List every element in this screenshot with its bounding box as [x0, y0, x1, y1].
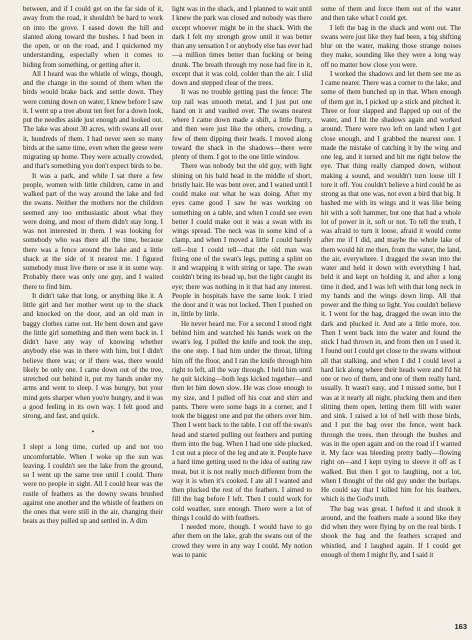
- column-1: [23, 5, 163, 631]
- paragraph: He never heard me. For a second I stood right behind him and watched his hands work on the swan's leg. I pulled the knife and took the step, the one step. I had him under the throat, lifting him off the floor, and I ran the knife through him right to left, all the way through. I held him until he quit kicking—both legs kicked together—and then let him down slow. He was close enough to my size, and I pulled off his coat and shirt and pants. There were some bags in a corner, and I took the biggest one and put the others over him. Then I went back to the table. I cut off the swan's head and started pulling out feathers and putting them into the bag. When I had one side plucked, I cut out a piece of the leg and ate it. People have a hard time getting used to the idea of eating raw meat, but it is not really much different from the way it is when it's cooked. I ate all I wanted and then plucked the rest of the feathers. I aimed to fill the bag before I left. Then I could work for cold weather, sure enough. There were a lot of things I could do with feathers.: [172, 319, 312, 522]
- paragraph: I slept a long time, curled up and not too uncomfortable. When I woke up the sun was leaving. I couldn't see the lake from the ground, so I went up the same tree until I could. There were no people in sight. All I could hear was the rustle of feathers as the downy swans brushed against one another and the whistle of feathers on the ones that were still in the air, changing their beats as they pulled up and settled in. A dim: [23, 443, 163, 526]
- paragraph: some of them and force them out of the water and then take what I could get.: [321, 5, 461, 23]
- text-columns: [23, 5, 464, 631]
- paragraph: light was in the shack, and I planned to wait until I knew the park was closed and nobody was there except whoever might be in the shack. With the dark I felt my strength grow until it was better than any sensation I or anybody else has ever had—a million times better than fucking or being drunk. The breath through my nose had fire in it, except that it was cold, colder than the air. I slid down and stepped clear of the trees.: [172, 5, 312, 87]
- paragraph: I worked the shadows and let them see me as I came nearer. There was a corner to the lake, and some of them bunched up in that. When enough of them got in, I picked up a stick and pitched it. Three or four slapped and flapped up out of the water, and I hit the shadows again and worked around. There were two left on land when I got close enough, and I grabbed the nearest one. I made the mistake of catching it by the wing and one leg, and it turned and hit me right below the eye. That thing really clamped down, without making a sound, and wouldn't turn loose till I tore it off. You couldn't believe a bird could be as strong as that one was, not even a bird that big. It bashed me with its wings and it was like being hit with a soft hammer, but one that had a whole lot of power in it, soft or not. To tell the truth, I was afraid to turn it loose, afraid it would come after me if I did, and maybe the whole lake of them would hit me then, from the water, the land, the air, everywhere. I dragged the swan into the water and held it down with everything I had, held it and kept on holding it, and after a long time it died, and I was left with that long neck in my hands and the wings down limp. All that power and the thing so light. You couldn't believe it. I went for the bag, dragged the swan into the dark and plucked it. And ate a little more, too. Then I went back into the water and found the stick I had thrown in, and from then on I used it. I found out I could get close to the swans without all that stalking, and when I did I could level a hard lick along where their heads were and I'd hit one or two of them, and one of them really hard, usually. It wasn't easy, and I missed some, but I was at it nearly all night, plucking them and then slitting them open, letting them fill with water and sink. I raised a lot of hell with those birds, and I put the bag over the fence, went back through the trees, then through the bushes and was in the open again and on the road if I wanted it. My face was bleeding pretty badly—flowing right on—and I kept trying to sleeve it off as I walked. But then I got to laughing, not a lot, when I thought of the old guy under the burlaps. He could say that I killed him for his feathers, which is the God's truth.: [321, 69, 461, 504]
- paragraph: I left the bag in the shack and went out. The swans were just like they had been, a big shifting blur on the water, making those strange noises they make, sounding like they were a long way off no matter how close you were.: [321, 23, 461, 69]
- paragraph: There was nobody but the old guy, with light shining on his bald head in the middle of short, bristly hair. He was bent over, and I waited until I could make out what he was doing. After my eyes came good I saw he was working on something on a table, and when I could see even better I could make out it was a swan with its wings spread. The neck was in some kind of a clamp, and when I moved a little I could barely tell—but I could tell—that the old man was fixing one of the swan's legs, putting a splint on it and wrapping it with string or tape. The swan couldn't bring its head up, but the light caught its eye; there was nothing in it that had any interest. People in hospitals have the same look. I tried the door and it was not locked. Then I pushed on in, little by little.: [172, 162, 312, 319]
- paragraph: It was no trouble getting past the fence: The top rail was smooth metal, and I just put one hand on it and vaulted over. The swans nearest where I came down made a shift, a little flurry, and then were just like the others, crowding, a few of them dipping their heads. I moved along toward the shack in the shadows—there were plenty of them. I got to the one little window.: [172, 88, 312, 161]
- paragraph: It was a park, and while I sat there a few people, women with little children, came in and walked part of the way around the lake and fed the swans. Neither the mothers nor the children seemed any too enthusiastic about what they were doing, and most of them didn't stay long. I was not interested in them. I was looking for somebody who was there all the time, because there was a fence around the lake and a little shack at the side of it nearest me. I figured somebody must live there or use it in some way. Probably there was only one guy, and I waited there to find him.: [23, 171, 163, 291]
- paragraph: All I heard was the whistle of wings, though, and the change in the sound of them when the birds would brake back and settle down. They were coming down on water, I knew before I saw it. I went up a tree about ten feet for a down look, put the needles aside just enough and looked out. The lake was about 30 acres, with swans all over it, hundreds of them. I had never seen so many birds at the same time, even when the geese were migrating up home. They were actually crowded, and that's something you don't expect birds to be.: [23, 69, 163, 171]
- paragraph: I needed more, though. I would have to go after them on the lake, grab the swans out of the crowd they were in any way I could. My notion was to panic: [172, 523, 312, 559]
- paragraph: It didn't take that long, or anything like it. A little girl and her mother went up to the shack and knocked on the door, and an old man in baggy clothes came out. He bent down and gave the little girl something and then went back in. I didn't have any way of knowing whether anybody else was in there with him, but I didn't believe there was; or if there was, there would likely be only one. I came down out of the tree, stretched out behind it, put my hands under my arms and went to sleep. I was hungry, but your mind gets sharper when you're hungry, and it was a good feeling in its own way. I felt good and strong, and fast, and quick.: [23, 291, 163, 420]
- column-2: [172, 5, 312, 631]
- page-number: 163: [454, 622, 467, 631]
- paragraph: between, and if I could get on the far side of it, away from the road, it shouldn't be hard to work on into the grove. I eased down the hill and slanted along toward the bushes. I had been in the open, or on the road, and I quickened my understanding, especially when it comes to hiding from something, or getting after it.: [23, 5, 163, 69]
- paragraph: The bag was great. I hefted it and shook it around, and the feathers made a sound like they did when they were flying by on the real birds. I shook the bag and the feathers scraped and whistled, and I laughed again. If I could get enough of them I might fly, and I said it: [321, 504, 461, 559]
- section-break-bullet: •: [91, 428, 95, 437]
- column-3: [321, 5, 461, 631]
